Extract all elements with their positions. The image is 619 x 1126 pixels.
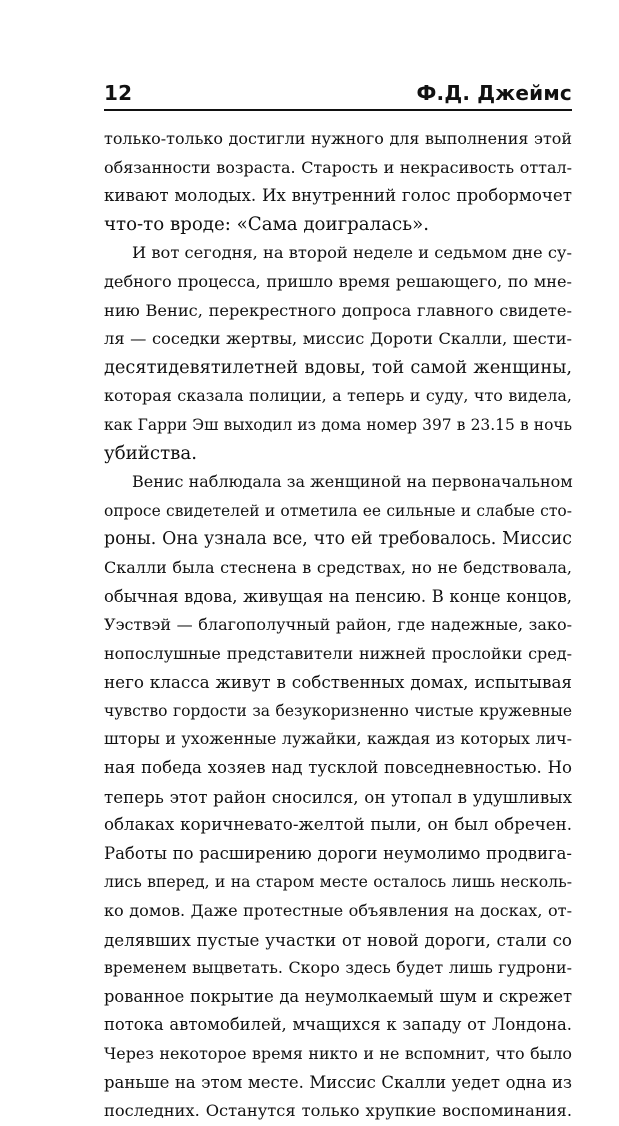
text-line: него класса живут в собственных домах, испытывая bbox=[104, 672, 572, 693]
header-rule bbox=[104, 109, 572, 111]
text-line: только-только достигли нужного для выполнения этой bbox=[104, 129, 572, 148]
text-line: Венис наблюдала за женщиной на первоначальном bbox=[132, 472, 573, 492]
text-line: последних. Останутся только хрупкие воспоминания. bbox=[104, 1101, 572, 1121]
text-line: облаках коричневато-желтой пыли, он был обречен. bbox=[104, 815, 572, 835]
text-line: временем выцветать. Скоро здесь будет лишь гудрони- bbox=[104, 958, 572, 978]
text-line: И вот сегодня, на второй неделе и седьмом дне су- bbox=[132, 243, 572, 263]
text-line: нопослушные представители нижней прослойки сред- bbox=[104, 643, 572, 663]
text-line: потока автомобилей, мчащихся к западу от Лондона. bbox=[104, 1015, 572, 1035]
body-text bbox=[104, 125, 572, 1126]
text-line: обязанности возраста. Старость и некрасивость оттал- bbox=[104, 157, 572, 177]
text-line: как Гарри Эш выходил из дома номер 397 в 23.15 в ночь bbox=[104, 415, 572, 434]
text-line: Работы по расширению дороги неумолимо продвига- bbox=[104, 843, 572, 863]
text-line: Через некоторое время никто и не вспомнит, что было bbox=[104, 1044, 572, 1063]
text-line: рованное покрытие да неумолкаемый шум и скрежет bbox=[104, 986, 572, 1006]
text-line: ная победа хозяев над тусклой повседневностью. Но bbox=[104, 758, 572, 778]
text-line: роны. Она узнала все, что ей требовалось. Миссис bbox=[104, 529, 572, 550]
text-line: обычная вдова, живущая на пенсию. В конце концов, bbox=[104, 586, 572, 606]
text-line: лись вперед, и на старом месте осталось лишь несколь- bbox=[104, 872, 572, 892]
text-line: Скалли была стеснена в средствах, но не бедствовала, bbox=[104, 557, 572, 577]
text-line: ля — соседки жертвы, миссис Дороти Скалли, шести- bbox=[104, 329, 572, 349]
text-line: делявших пустые участки от новой дороги, стали со bbox=[104, 929, 572, 950]
running-head bbox=[104, 79, 572, 105]
text-line: раньше на этом месте. Миссис Скалли уедет одна из bbox=[104, 1072, 572, 1092]
text-line: убийства. bbox=[104, 442, 198, 464]
text-line: которая сказала полиции, а теперь и суду, что видела, bbox=[104, 386, 572, 406]
page-number: 12 bbox=[104, 81, 133, 105]
text-line: теперь этот район сносился, он утопал в удушливых bbox=[104, 786, 572, 807]
text-line: десятидевятилетней вдовы, той самой женщины, bbox=[104, 357, 572, 378]
text-line: что-то вроде: «Сама доигралась». bbox=[104, 213, 430, 235]
text-line: дебного процесса, пришло время решающего, по мне- bbox=[104, 271, 572, 291]
text-line: кивают молодых. Их внутренний голос пробормочет bbox=[104, 186, 572, 206]
text-line: чувство гордости за безукоризненно чистые кружевные bbox=[104, 701, 572, 720]
text-line: ко домов. Даже протестные объявления на досках, от- bbox=[104, 901, 572, 921]
text-line: Уэствэй — благополучный район, где надежные, зако- bbox=[104, 615, 572, 635]
text-line: опросе свидетелей и отметила ее сильные и слабые сто- bbox=[104, 501, 572, 520]
text-line: шторы и ухоженные лужайки, каждая из которых лич- bbox=[104, 729, 572, 749]
author-name: Ф.Д. Джеймс bbox=[416, 81, 572, 105]
text-line: нию Венис, перекрестного допроса главного свидете- bbox=[104, 300, 572, 320]
